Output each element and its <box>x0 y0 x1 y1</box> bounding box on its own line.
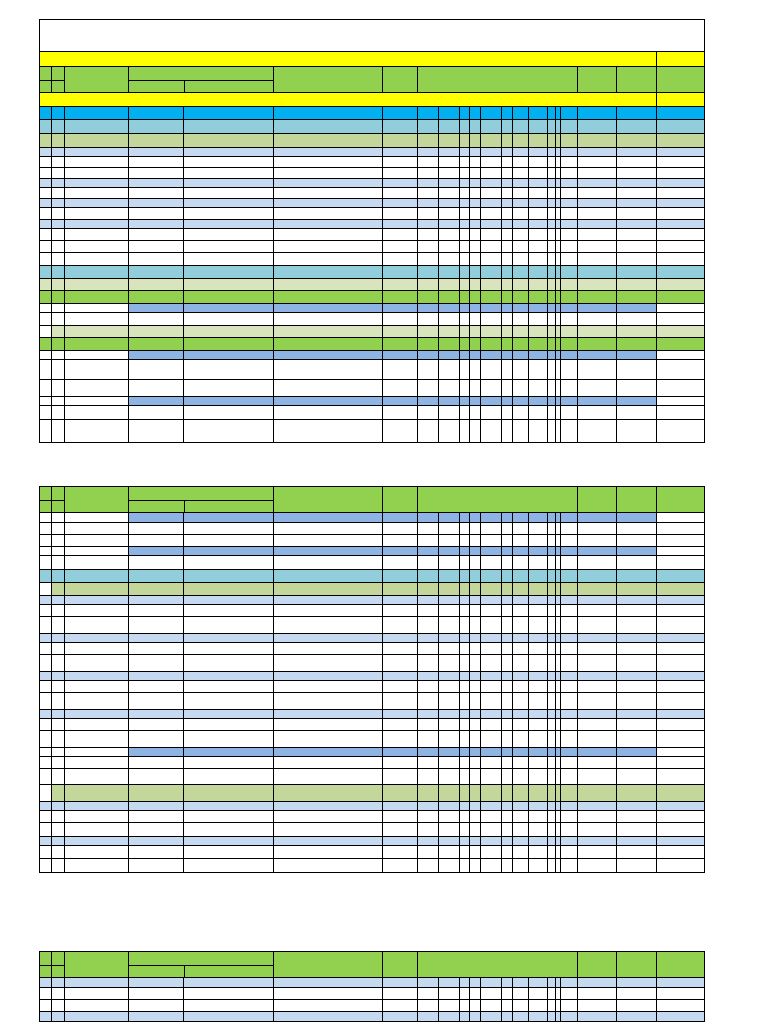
table-row <box>40 643 704 655</box>
group-row <box>40 134 704 148</box>
header-subdivider <box>129 80 274 93</box>
banner-row <box>40 52 704 67</box>
table-cell <box>40 731 657 747</box>
table-row <box>40 326 704 338</box>
group-row <box>40 570 704 583</box>
table-row <box>40 188 704 199</box>
table-cell <box>40 769 657 784</box>
table-row <box>40 710 704 719</box>
table-row <box>40 617 704 634</box>
table-row <box>40 823 704 837</box>
table-cell <box>40 406 657 419</box>
header-subdivider <box>40 500 65 513</box>
table-row <box>40 681 704 693</box>
group-row <box>40 338 704 351</box>
table-cell <box>40 693 657 709</box>
table-cell <box>40 380 657 396</box>
table-cell <box>40 988 657 999</box>
table-row <box>40 748 704 757</box>
table-row <box>40 757 704 769</box>
table-cell <box>40 188 657 198</box>
table-row <box>40 406 704 420</box>
header-subdivider <box>184 80 185 93</box>
table-row <box>40 605 704 617</box>
table-row <box>40 846 704 859</box>
table-cell <box>40 634 657 642</box>
table-cell <box>40 229 657 240</box>
table-cell <box>40 179 657 187</box>
table-cell <box>40 199 657 207</box>
table-cell <box>40 93 657 106</box>
table-cell <box>40 748 657 756</box>
table-row <box>40 313 704 326</box>
table-cell <box>40 148 657 156</box>
group-row <box>40 266 704 279</box>
table-cell <box>40 304 657 312</box>
table-row <box>40 583 704 596</box>
table-page-2 <box>39 486 705 873</box>
table-page-3 <box>39 951 705 1022</box>
table-row <box>40 304 704 313</box>
column-header <box>40 952 704 978</box>
table-cell <box>40 291 657 303</box>
table-cell <box>40 643 657 654</box>
table-cell <box>40 107 657 119</box>
table-row <box>40 208 704 220</box>
table-cell <box>40 547 657 555</box>
header-subdivider <box>184 965 185 978</box>
table-cell <box>40 279 657 290</box>
table-row <box>40 978 704 988</box>
table-row <box>40 523 704 535</box>
table-row <box>40 596 704 605</box>
document-title-box <box>39 19 705 52</box>
table-row <box>40 655 704 672</box>
table-cell <box>40 351 657 359</box>
table-cell <box>40 168 657 178</box>
group-row <box>40 120 704 134</box>
table-cell <box>40 710 657 718</box>
table-page-1 <box>39 51 705 443</box>
header-subdivider <box>184 500 185 513</box>
column-header <box>40 67 704 93</box>
table-cell <box>40 583 657 595</box>
table-row <box>40 420 704 442</box>
table-cell <box>40 596 657 604</box>
table-cell <box>40 570 657 582</box>
table-row <box>40 802 704 811</box>
table-cell <box>40 605 657 616</box>
table-cell <box>40 719 657 730</box>
table-row <box>40 731 704 748</box>
table-cell <box>40 338 657 350</box>
group-row <box>40 291 704 304</box>
table-cell <box>40 785 657 801</box>
table-cell <box>40 655 657 671</box>
table-cell <box>40 1012 657 1021</box>
table-cell <box>40 52 657 66</box>
table-cell <box>40 420 657 442</box>
table-cell <box>40 556 657 569</box>
table-cell <box>40 802 657 810</box>
table-cell <box>40 253 657 265</box>
table-cell <box>40 672 657 680</box>
table-row <box>40 253 704 266</box>
header-subdivider <box>129 965 274 978</box>
header-subdivider <box>40 965 65 978</box>
table-row <box>40 859 704 872</box>
table-cell <box>40 360 657 379</box>
table-row <box>40 241 704 253</box>
table-row <box>40 157 704 168</box>
table-cell <box>40 266 657 278</box>
table-row <box>40 513 704 523</box>
table-cell <box>40 397 657 405</box>
table-row <box>40 634 704 643</box>
table-row <box>40 547 704 556</box>
table-cell <box>40 859 657 872</box>
table-cell <box>40 978 657 987</box>
table-row <box>40 397 704 406</box>
table-row <box>40 556 704 570</box>
table-row <box>40 672 704 681</box>
table-row <box>40 360 704 380</box>
table-row <box>40 988 704 1000</box>
table-cell <box>40 1000 657 1011</box>
table-row <box>40 220 704 229</box>
group-row <box>40 279 704 291</box>
section-row <box>40 107 704 120</box>
table-cell <box>40 134 657 147</box>
table-cell <box>40 523 657 534</box>
table-cell <box>40 535 657 546</box>
header-subdivider <box>40 80 65 93</box>
table-row <box>40 837 704 846</box>
table-cell <box>40 846 657 858</box>
table-row <box>40 148 704 157</box>
table-cell <box>40 313 657 325</box>
table-row <box>40 719 704 731</box>
table-row <box>40 179 704 188</box>
table-row <box>40 199 704 208</box>
table-cell <box>40 513 657 522</box>
table-row <box>40 769 704 785</box>
table-row <box>40 229 704 241</box>
table-row <box>40 380 704 397</box>
table-row <box>40 535 704 547</box>
table-cell <box>40 241 657 252</box>
table-cell <box>40 120 657 133</box>
table-cell <box>40 837 657 845</box>
banner-row <box>40 93 704 107</box>
table-cell <box>40 326 657 337</box>
table-cell <box>40 157 657 167</box>
table-cell <box>40 757 657 768</box>
column-header <box>40 487 704 513</box>
table-row <box>40 785 704 802</box>
table-cell <box>40 220 657 228</box>
table-row <box>40 168 704 179</box>
table-cell <box>40 811 657 822</box>
table-cell <box>40 208 657 219</box>
table-cell <box>40 823 657 836</box>
table-row <box>40 811 704 823</box>
table-row <box>40 351 704 360</box>
header-subdivider <box>129 500 274 513</box>
table-cell <box>40 681 657 692</box>
table-cell <box>40 617 657 633</box>
table-row <box>40 1000 704 1012</box>
table-row <box>40 693 704 710</box>
table-row <box>40 1012 704 1021</box>
